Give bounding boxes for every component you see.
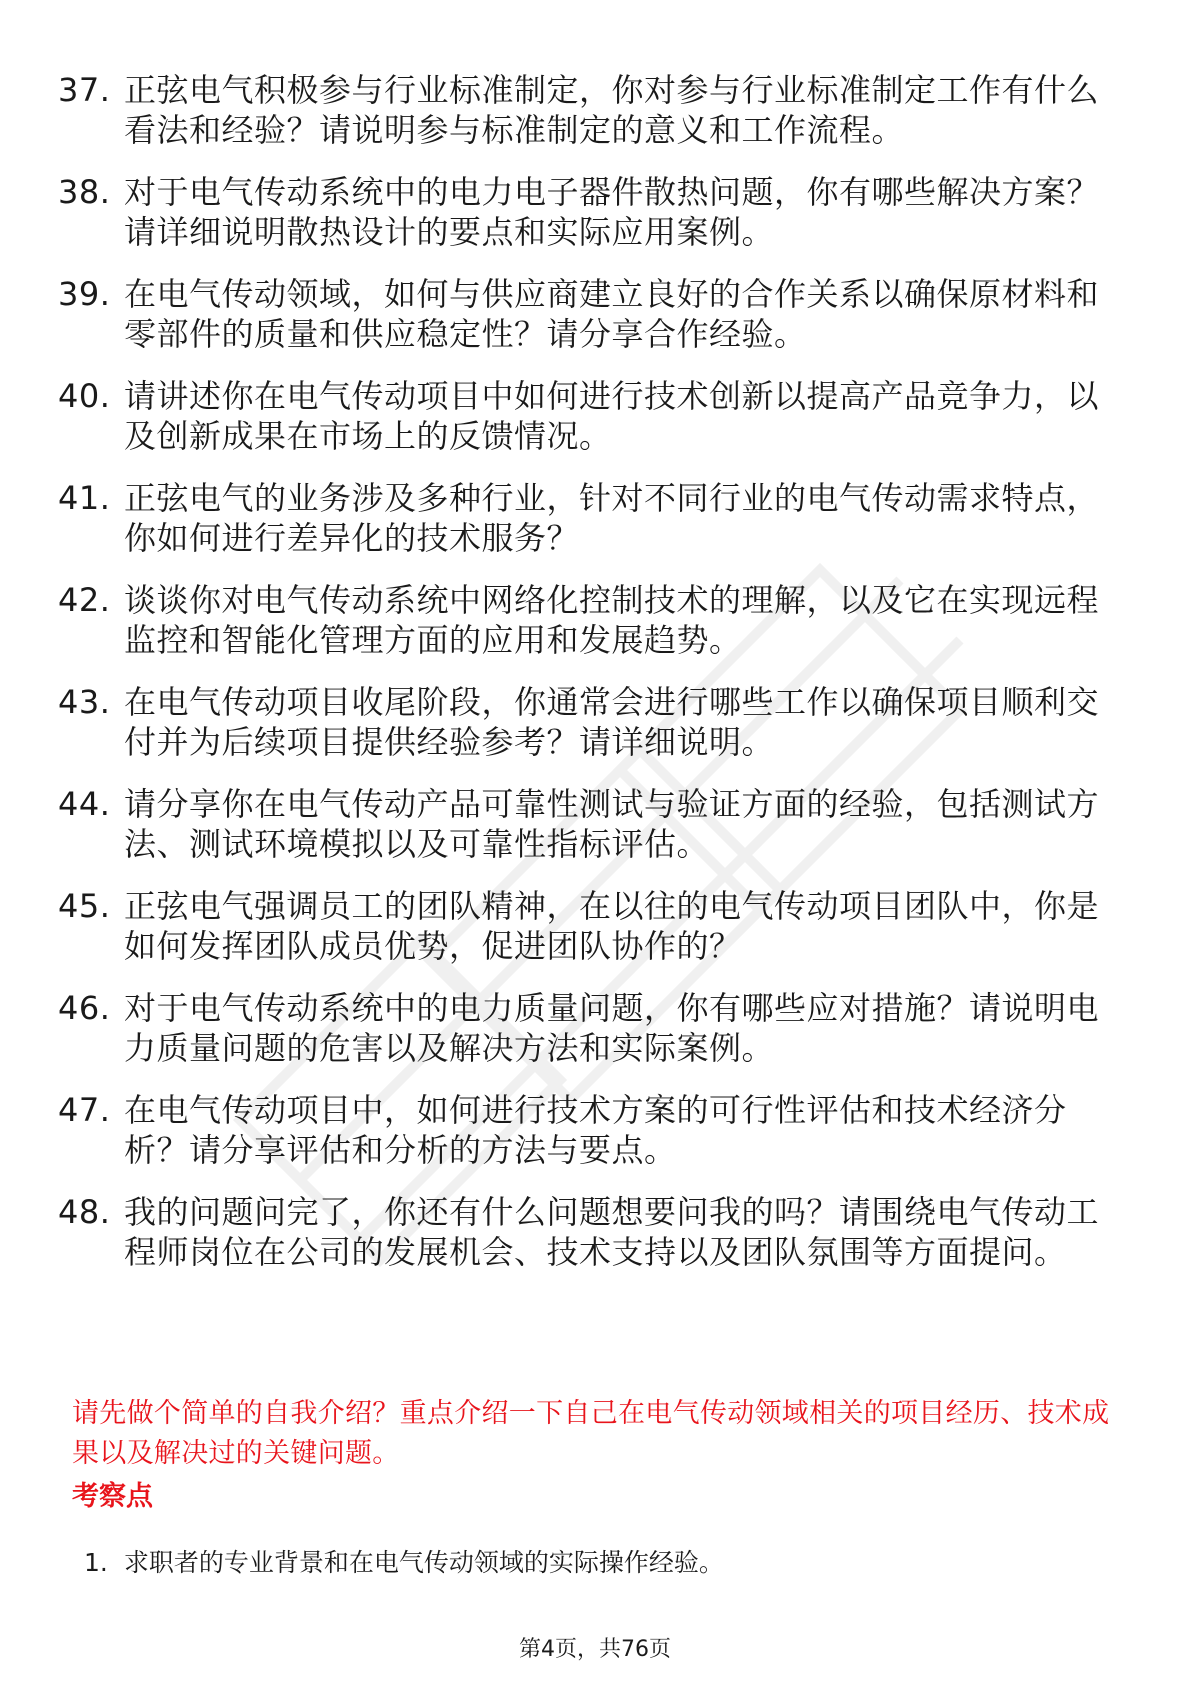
section-heading: 考察点	[72, 1481, 153, 1512]
question-number: 39.	[58, 275, 111, 313]
intro-question: 请先做个简单的自我介绍？重点介绍一下自己在电气传动领域相关的项目经历、技术成果以及解决过的关键问题。	[72, 1398, 1110, 1469]
question-number: 41.	[58, 479, 111, 517]
question-number: 46.	[58, 989, 111, 1027]
list-item	[58, 682, 1118, 762]
question-number: 47.	[58, 1091, 111, 1129]
point-number: 1.	[84, 1548, 108, 1577]
question-text: 我的问题问完了，你还有什么问题想要问我的吗？请围绕电气传动工程师岗位在公司的发展机会、技术支持以及团队氛围等方面提问。	[124, 1193, 1100, 1271]
list-item	[84, 1546, 724, 1580]
question-number: 37.	[58, 71, 111, 109]
question-list	[58, 70, 1118, 1294]
list-item	[58, 886, 1118, 966]
page-footer: 第4页，共76页	[519, 1637, 671, 1662]
question-text: 正弦电气的业务涉及多种行业，针对不同行业的电气传动需求特点，你如何进行差异化的技术服务？	[124, 479, 1100, 557]
list-item	[58, 580, 1118, 660]
point-text: 求职者的专业背景和在电气传动领域的实际操作经验。	[123, 1548, 724, 1577]
question-number: 40.	[58, 377, 111, 415]
list-item	[58, 274, 1118, 354]
assessment-points	[84, 1546, 724, 1580]
question-text: 对于电气传动系统中的电力电子器件散热问题，你有哪些解决方案？请详细说明散热设计的要点和实际应用案例。	[124, 173, 1100, 251]
question-number: 43.	[58, 683, 111, 721]
question-number: 45.	[58, 887, 111, 925]
question-text: 请讲述你在电气传动项目中如何进行技术创新以提高产品竞争力，以及创新成果在市场上的反馈情况。	[124, 377, 1100, 455]
list-item	[58, 478, 1118, 558]
question-number: 44.	[58, 785, 111, 823]
question-text: 在电气传动项目中，如何进行技术方案的可行性评估和技术经济分析？请分享评估和分析的方法与要点。	[124, 1091, 1067, 1169]
list-item	[58, 988, 1118, 1068]
list-item	[58, 1192, 1118, 1272]
question-number: 48.	[58, 1193, 111, 1231]
question-text: 谈谈你对电气传动系统中网络化控制技术的理解，以及它在实现远程监控和智能化管理方面的应用和发展趋势。	[124, 581, 1100, 659]
question-text: 对于电气传动系统中的电力质量问题，你有哪些应对措施？请说明电力质量问题的危害以及解决方法和实际案例。	[124, 989, 1100, 1067]
list-item	[58, 70, 1118, 150]
question-text: 在电气传动项目收尾阶段，你通常会进行哪些工作以确保项目顺利交付并为后续项目提供经验参考？请详细说明。	[124, 683, 1100, 761]
question-text: 在电气传动领域，如何与供应商建立良好的合作关系以确保原材料和零部件的质量和供应稳定性？请分享合作经验。	[124, 275, 1100, 353]
list-item	[58, 376, 1118, 456]
question-number: 38.	[58, 173, 111, 211]
list-item	[58, 172, 1118, 252]
list-item	[58, 784, 1118, 864]
question-number: 42.	[58, 581, 111, 619]
question-text: 正弦电气积极参与行业标准制定，你对参与行业标准制定工作有什么看法和经验？请说明参与标准制定的意义和工作流程。	[124, 71, 1100, 149]
list-item	[58, 1090, 1118, 1170]
question-text: 请分享你在电气传动产品可靠性测试与验证方面的经验，包括测试方法、测试环境模拟以及可靠性指标评估。	[124, 785, 1100, 863]
question-text: 正弦电气强调员工的团队精神，在以往的电气传动项目团队中，你是如何发挥团队成员优势，促进团队协作的？	[124, 887, 1100, 965]
